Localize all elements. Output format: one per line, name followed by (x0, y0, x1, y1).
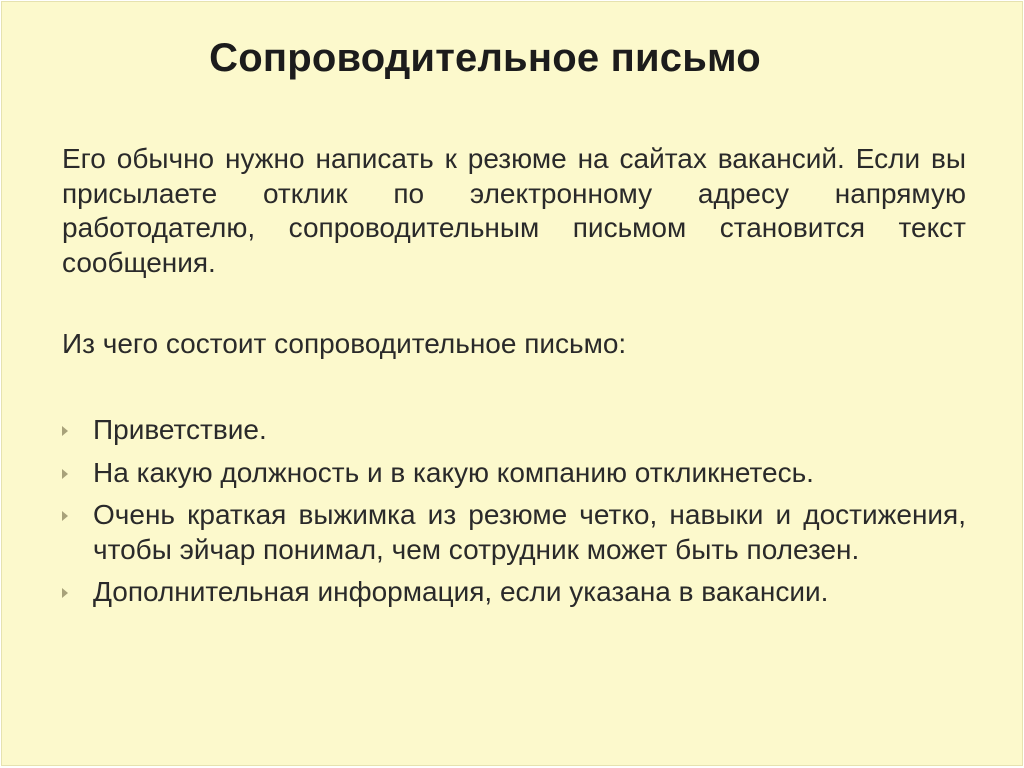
slide-title: Сопроводительное письмо (209, 36, 761, 80)
triangle-right-icon (62, 426, 68, 436)
list-item-text: Дополнительная информация, если указана в вакансии. (93, 576, 829, 607)
list-item (62, 456, 966, 491)
triangle-right-icon (62, 588, 68, 598)
list-item-text: Приветствие. (93, 414, 267, 445)
intro-paragraph: Его обычно нужно написать к резюме на сайтах вакансий. Если вы присылаете отклик по электронному адресу напрямую работодателю, сопроводительным письмом становится текст сообщения. (62, 143, 966, 278)
bullet-list (62, 413, 966, 618)
section-subheading: Из чего состоит сопроводительное письмо: (62, 328, 627, 359)
list-item (62, 413, 966, 448)
triangle-right-icon (62, 511, 68, 521)
list-item-text: На какую должность и в какую компанию откликнетесь. (93, 456, 814, 488)
triangle-right-icon (62, 469, 68, 479)
list-item (62, 498, 966, 567)
list-item-text: Очень краткая выжимка из резюме четко, навыки и достижения, чтобы эйчар понимал, чем сотрудник может быть полезен. (93, 499, 966, 565)
list-item (62, 575, 966, 610)
slide (1, 1, 1023, 766)
